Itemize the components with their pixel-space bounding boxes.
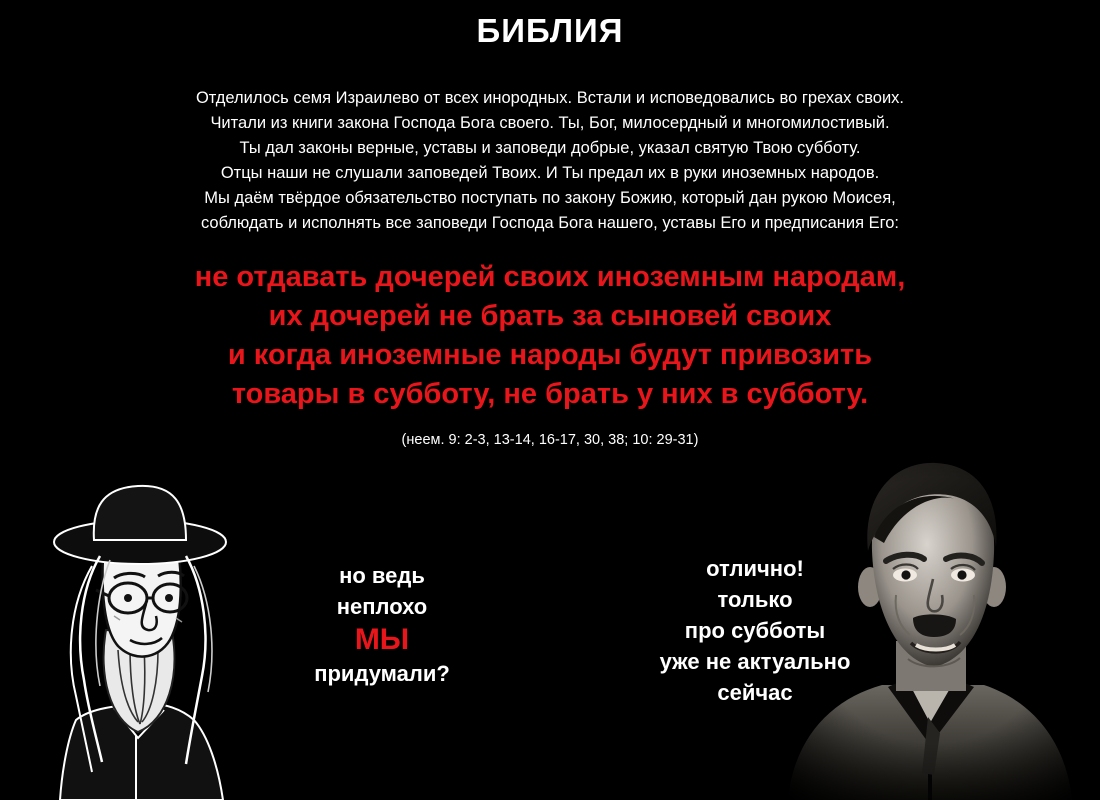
caption-left-line: но ведь xyxy=(339,563,425,588)
scripture-line: Ты дал законы верные, уставы и заповеди добрые, указал святую Твою субботу. xyxy=(239,139,861,157)
caption-right-line: отлично! xyxy=(706,556,804,581)
caption-right-line: про субботы xyxy=(684,618,826,643)
page-title: БИБЛИЯ xyxy=(476,12,624,49)
commandment-line: товары в субботу, не брать у них в субботу. xyxy=(231,378,869,410)
scripture-line: соблюдать и исполнять все заповеди Господа Бога нашего, уставы Его и предписания Его: xyxy=(200,214,900,232)
caption-left xyxy=(262,560,502,689)
caption-left-line: неплохо xyxy=(336,594,428,619)
commandment-line: их дочерей не брать за сыновей своих xyxy=(268,300,832,332)
scripture-line: Отделилось семя Израилево от всех инородных. Встали и исповедовались во грехах своих. xyxy=(195,89,905,107)
commandment-line: и когда иноземные народы будут привозить xyxy=(227,339,873,371)
caption-right-line: уже не актуально xyxy=(659,649,851,674)
caption-right xyxy=(620,553,890,708)
caption-right-line: только xyxy=(717,587,793,612)
commandments-text xyxy=(0,258,1100,414)
scripture-text xyxy=(0,86,1100,236)
scripture-reference: (неем. 9: 2-3, 13-14, 16-17, 30, 38; 10: 29-31) xyxy=(401,432,699,448)
scripture-line: Мы даём твёрдое обязательство поступать по закону Божию, который дан рукою Моисея, xyxy=(204,189,896,207)
scripture-line: Читали из книги закона Господа Бога своего. Ты, Бог, милосердный и многомилостивый. xyxy=(210,114,890,132)
commandment-line: не отдавать дочерей своих иноземным народам, xyxy=(194,261,906,293)
scripture-line: Отцы наши не слушали заповедей Твоих. И Ты предал их в руки иноземных народов. xyxy=(220,164,880,182)
caption-left-line: придумали? xyxy=(314,661,450,686)
caption-left-line-accent: МЫ xyxy=(354,623,410,656)
caption-right-line: сейчас xyxy=(717,680,793,705)
